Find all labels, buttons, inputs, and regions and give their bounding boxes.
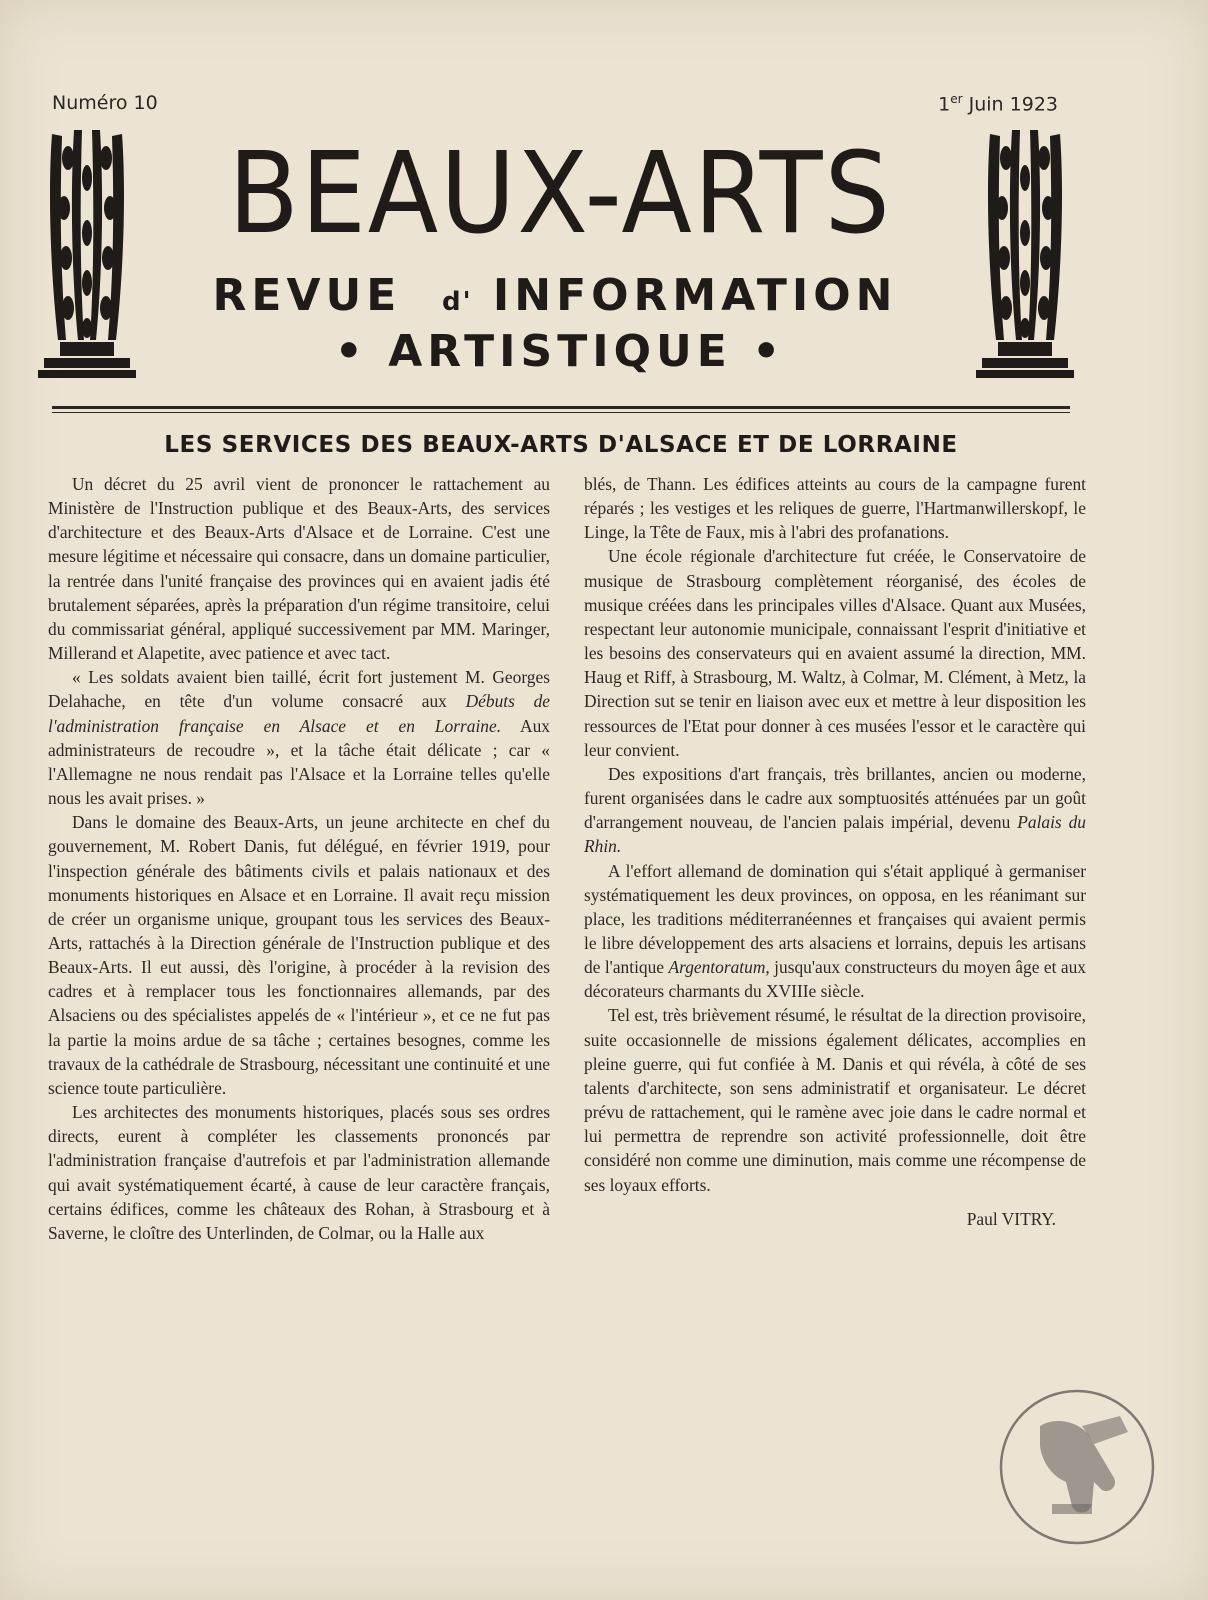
paragraph: Un décret du 25 avril vient de prononcer le rattachement au Ministère de l'Instruction publique et des Beaux-Arts, des services d'architecture et des Beaux-Arts d'Alsace et de Lorraine. C'est une mesure légitime et nécessaire qui consacre, dans un domaine particulier, la rentrée dans l'unité française des provinces qui en avaient jadis été brutalement séparées, après la préparation d'un régime transitoire, celui du commissariat général, appliqué successivement par MM. Maringer, Millerand et Alapetite, avec patience et avec tact.	[48, 474, 550, 664]
paragraph: Des expositions d'art français, très brillantes, ancien ou moderne, furent organisées dans le cadre aux somptuosités atténuées par un goût d'arrangement nouveau, de l'ancien palais impérial, devenu Palais du Rhin.	[584, 763, 1087, 857]
paragraph: blés, de Thann. Les édifices atteints au cours de la campagne furent réparés ; les vestiges et les reliques de guerre, l'Hartmanwillerskopf, le Linge, la Tête de Faux, mis à l'abri des profanations.	[584, 474, 1086, 543]
paragraph: Dans le domaine des Beaux-Arts, un jeune architecte en chef du gouvernement, M. Robert Danis, fut délégué, en février 1919, pour l'inspection générale des bâtiments civils et palais nationaux et des monuments historiques en Alsace et en Lorraine. Il avait reçu mission de créer un organisme unique, groupant tous les services des Beaux-Arts, rattachés à la Direction générale de l'Instruction publique et des Beaux-Arts. Il eut aussi, dès l'origine, à procéder à la revision des cadres et à remplacer tous les fonctionnaires allemands, par des Alsaciens ou des spécialistes appelés de « l'intérieur », et ce ne fut pas la partie la moins ardue de sa tâche ; certaines besognes, comme les travaux de la cathédrale de Strasbourg, nécessitant une continuité et une science toute particulière.	[48, 812, 550, 1098]
issue-date: 1er Juin 1923	[938, 92, 1058, 116]
masthead-subtitle-line2: • ARTISTIQUE •	[334, 326, 786, 377]
paragraph: Les architectes des monuments historiques, placés sous ses ordres directs, eurent à compléter les classements prononcés par l'administration française d'autrefois et par l'administration allemande qui avait systématiquement écarté, à cause de leur caractère français, certains édifices, comme les châteaux des Rohan, à Strasbourg et à Saverne, le cloître des Unterlinden, de Colmar, ou la Halle aux	[48, 1102, 550, 1243]
masthead-rule-thin	[52, 412, 1070, 413]
wreath-column-ornament-icon	[38, 128, 136, 386]
masthead-title: BEAUX-ARTS	[228, 129, 892, 259]
article-column-left	[48, 472, 550, 1245]
library-hand-stamp-icon	[996, 1386, 1158, 1548]
wreath-column-ornament-icon	[976, 128, 1074, 386]
paragraph: Une école régionale d'architecture fut créée, le Conservatoire de musique de Strasbourg complètement réorganisé, des écoles de musique créées dans les principales villes d'Alsace. Quant aux Musées, respectant leur autonomie municipale, connaissant l'esprit d'initiative et les besoins des conservateurs qui en avaient assumé la direction, MM. Haug et Riff, à Strasbourg, M. Waltz, à Colmar, M. Clément, à Metz, la Direction sut se tenir en liaison avec eux et mettre à leur disposition les ressources de l'Etat pour donner à ces musées l'essor et le caractère qui leur convient.	[584, 546, 1086, 760]
paragraph: « Les soldats avaient bien taillé, écrit fort justement M. Georges Delahache, en tête d'un volume consacré aux Débuts de l'administration française en Alsace et en Lorraine. Aux administrateurs de recoudre », et la tâche était délicate ; car « l'Allemagne ne nous rendait pas l'Alsace et la Lorraine telles qu'elle nous les avait prises. »	[48, 667, 550, 809]
paragraph: Tel est, très brièvement résumé, le résultat de la direction provisoire, suite occasionnelle de missions également délicates, accomplies en pleine guerre, qui fut confiée à M. Danis et qui révéla, à côté de ses talents d'architecte, son sens administratif et organisateur. Le décret prévu de rattachement, qui le ramène avec joie dans le cadre normal et lui permettra de reprendre son activité professionnelle, doit être considéré non comme une diminution, mais comme une récompense de ses loyaux efforts.	[584, 1005, 1086, 1195]
paragraph: A l'effort allemand de domination qui s'était appliqué à germaniser systématiquement les deux provinces, on opposa, en les réanimant sur place, les traditions méditerranéennes et françaises qui avaient permis le libre développement des arts alsaciens et lorrains, depuis les artisans de l'antique Argentoratum, jusqu'aux constructeurs du moyen âge et aux décorateurs charmants du XVIIIe siècle.	[584, 860, 1086, 1002]
article-column-right	[584, 472, 1086, 1231]
masthead-subtitle: REVUE d' INFORMATION	[212, 270, 898, 321]
author-signature: Paul VITRY.	[966, 1208, 1056, 1229]
masthead-rule	[52, 406, 1070, 409]
issue-number: Numéro 10	[52, 92, 158, 114]
article-title: LES SERVICES DES BEAUX-ARTS D'ALSACE ET DE LORRAINE	[164, 432, 958, 458]
